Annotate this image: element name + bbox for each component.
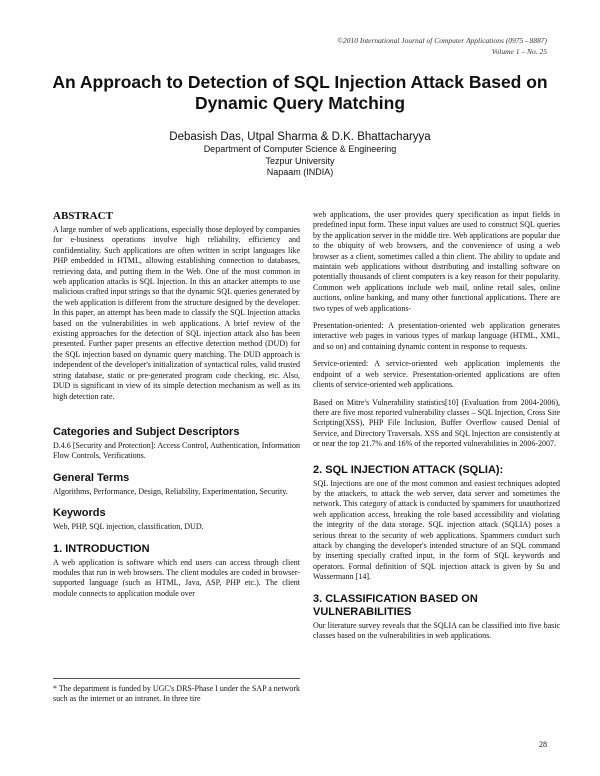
author-department: Department of Computer Science & Engineering (203, 144, 397, 154)
paper-title: An Approach to Detection of SQL Injection Attack Based on Dynamic Query Matching (52, 72, 548, 113)
journal-citation: ©2010 International Journal of Computer Applications (0975 - 8887) (337, 36, 547, 45)
author-block (40, 130, 560, 179)
footnote-text: * The department is funded by UGC's DRS-Phase I under the SAP a network such as the internet or an intranet. In three tire (53, 684, 300, 704)
general-terms-text: Algorithms, Performance, Design, Reliability, Experimentation, Security. (53, 486, 288, 496)
right-column (313, 210, 560, 648)
author-university: Tezpur University (265, 155, 335, 166)
vulnerability-stats-paragraph: Based on Mitre's Vulnerability statistics[10] (Evaluation from 2004-2006), there are five most reported vulnerability classes – SQL Injection, Cross Site Scripting(XSS), PHP File Inclusion, Buffer Overflow caused Denial of Service, and Directory Traversals. XSS and SQL Injection are consistently at or near the top 21.7% and 16% of the reported vulnerabilities in 2006-2007. (313, 397, 560, 449)
general-terms-heading: General Terms (53, 471, 130, 484)
keywords-text: Web, PHP, SQL injection, classification, DUD. (53, 522, 204, 532)
categories-text: D.4.6 [Security and Protection]: Access Control, Authentication, Information Flow Controls, Verifications. (53, 440, 300, 461)
categories-heading: Categories and Subject Descriptors (53, 425, 240, 438)
journal-header (337, 35, 547, 57)
author-location: Napaam (INDIA) (266, 167, 334, 177)
left-column (53, 210, 300, 606)
service-oriented-paragraph: Service-oriented: A service-oriented web application implements the endpoint of a web service. Presentation-oriented applications are often clients of service-oriented web applications. (313, 359, 560, 390)
introduction-heading: 1. INTRODUCTION (53, 542, 150, 555)
page-number: 28 (539, 740, 547, 749)
web-app-paragraph: web applications, the user provides query specification as input fields in predefined input form. These input values are used to construct SQL queries by the application server in the middle tire. Web applications are popular due to the ubiquity of web browsers, and the convenience of using a web browser as a client, sometimes called a thin client. The ability to update and maintain web applications without distributing and installing software on potentially thousands of client computers is a key reason for their popularity. Common web applications include web mail, online retail sales, online auctions, online banking, and many other functional applications. There are two types of web applications- (313, 210, 560, 313)
presentation-oriented-paragraph: Presentation-oriented: A presentation-oriented web application generates interactive web pages in various types of markup language (HTML, XML, and so on) and containing dynamic content in response to requests. (313, 321, 560, 351)
abstract-text: A large number of web applications, especially those deployed by companies for e-business operations involve high reliability, efficiency and confidentiality. Such applications are often written in script languages like PHP embedded in HTML, allowing establishing connection to databases, retrieving data, and putting them in the Web. One of the most common in web application attacks is SQL Injection. In this an attacker attempts to use malicious crafted input strings so that the dynamic SQL queries generated by the web application is different from the structure designed by the developer. In this paper, an attempt has been made to classify the SQL Injection attacks based on the vulnerabilities in web applications. A brief review of the existing approaches for the detection of SQL injection attack also has been presented. Further paper presents an effective detection method (DUD) for the SQL injection based on dynamic query matching. The DUD approach is independent of the developer's initialization of syntactical rules, valid trusted string database, static or pre-generated program code checking, etc. Also, DUD is significant in view of its simple detection mechanism as well as its high detection rate. (53, 225, 300, 401)
footnote (53, 678, 300, 705)
introduction-text: A web application is software which end users can access through client modules that run in web browsers. The client modules are coded in browser-supported language (such as HTML, Java, ASP, PHP etc.). The client module connects to application module over (53, 557, 300, 598)
classification-heading: 3. CLASSIFICATION BASED ON VULNERABILITIES (313, 592, 478, 618)
sqlia-text: SQL Injections are one of the most common and easiest techniques adopted by the attackers, to attack the web server, data server and sometimes the network. This category of attack is conducted by spammers for unauthorized web application access, breaking the role based accessibility and violating the integrity of the data storage. SQL injection attack (SQLIA) poses a serious threat to the security of web applications. Spammers conduct such attack by changing the developer's intended structure of an SQL command by inserting specially crafted input, in the form of SQL keywords and operators. Formal definition of SQL injection attack is given by Su and Wassermann [14]. (313, 478, 560, 582)
journal-volume: Volume 1 – No. 25 (491, 47, 547, 56)
author-names: Debasish Das, Utpal Sharma & D.K. Bhattacharyya (169, 131, 431, 143)
keywords-heading: Keywords (53, 507, 106, 520)
classification-text: Our literature survey reveals that the SQLIA can be classified into five basic classes based on the vulnerabilities in web applications. (313, 620, 560, 640)
abstract-heading: ABSTRACT (53, 210, 113, 222)
sqlia-heading: 2. SQL INJECTION ATTACK (SQLIA): (313, 463, 504, 476)
